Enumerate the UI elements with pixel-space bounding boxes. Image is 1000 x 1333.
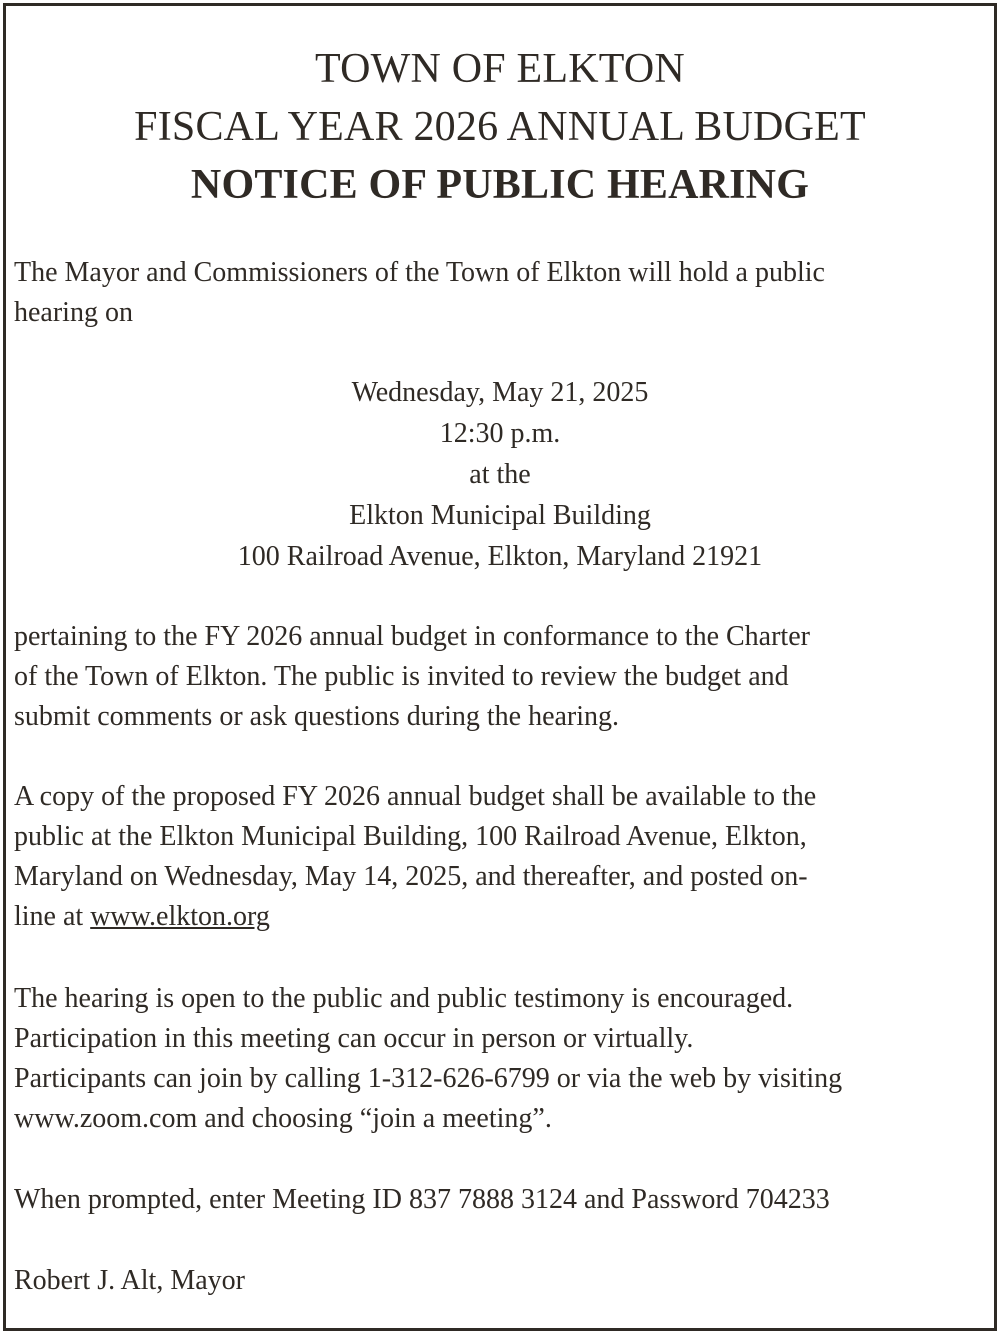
- intro-paragraph: [14, 253, 990, 333]
- purpose-paragraph: [14, 617, 990, 737]
- budget-title: FISCAL YEAR 2026 ANNUAL BUDGET: [134, 104, 866, 150]
- participation-line: The hearing is open to the public and public testimony is encouraged.: [14, 983, 794, 1014]
- purpose-line: pertaining to the FY 2026 annual budget in conformance to the Charter: [14, 621, 810, 652]
- notice-title: NOTICE OF PUBLIC HEARING: [190, 162, 810, 208]
- notice-header: [6, 40, 994, 214]
- participation-line: www.zoom.com and choosing “join a meeting”.: [14, 1103, 552, 1134]
- elkton-website-link[interactable]: www.elkton.org: [90, 901, 270, 932]
- purpose-line: of the Town of Elkton. The public is invited to review the budget and: [14, 661, 789, 692]
- availability-line-prefix: line at: [14, 901, 91, 932]
- hearing-date: Wednesday, May 21, 2025: [351, 377, 649, 408]
- availability-line: A copy of the proposed FY 2026 annual budget shall be available to the: [14, 781, 817, 812]
- availability-line: [14, 897, 990, 937]
- town-title: TOWN OF ELKTON: [315, 46, 685, 92]
- meeting-info: When prompted, enter Meeting ID 837 7888 3124 and Password 704233: [14, 1184, 830, 1215]
- availability-paragraph: [14, 777, 990, 937]
- mayor-signature: Robert J. Alt, Mayor: [14, 1265, 245, 1296]
- availability-line: public at the Elkton Municipal Building, 100 Railroad Avenue, Elkton,: [14, 821, 807, 852]
- public-notice: [3, 3, 997, 1331]
- hearing-details: [6, 372, 994, 577]
- intro-line: The Mayor and Commissioners of the Town of Elkton will hold a public: [14, 257, 825, 288]
- hearing-time: 12:30 p.m.: [439, 418, 561, 449]
- hearing-address: 100 Railroad Avenue, Elkton, Maryland 21921: [237, 541, 763, 572]
- participation-line: Participation in this meeting can occur in person or virtually.: [14, 1023, 694, 1054]
- hearing-venue: Elkton Municipal Building: [349, 500, 651, 531]
- purpose-line: submit comments or ask questions during the hearing.: [14, 701, 620, 732]
- participation-paragraph: [14, 979, 990, 1139]
- hearing-at: at the: [469, 459, 531, 490]
- availability-line: Maryland on Wednesday, May 14, 2025, and thereafter, and posted on-: [14, 861, 808, 892]
- intro-line: hearing on: [14, 297, 133, 328]
- participation-line: Participants can join by calling 1-312-626-6799 or via the web by visiting: [14, 1063, 843, 1094]
